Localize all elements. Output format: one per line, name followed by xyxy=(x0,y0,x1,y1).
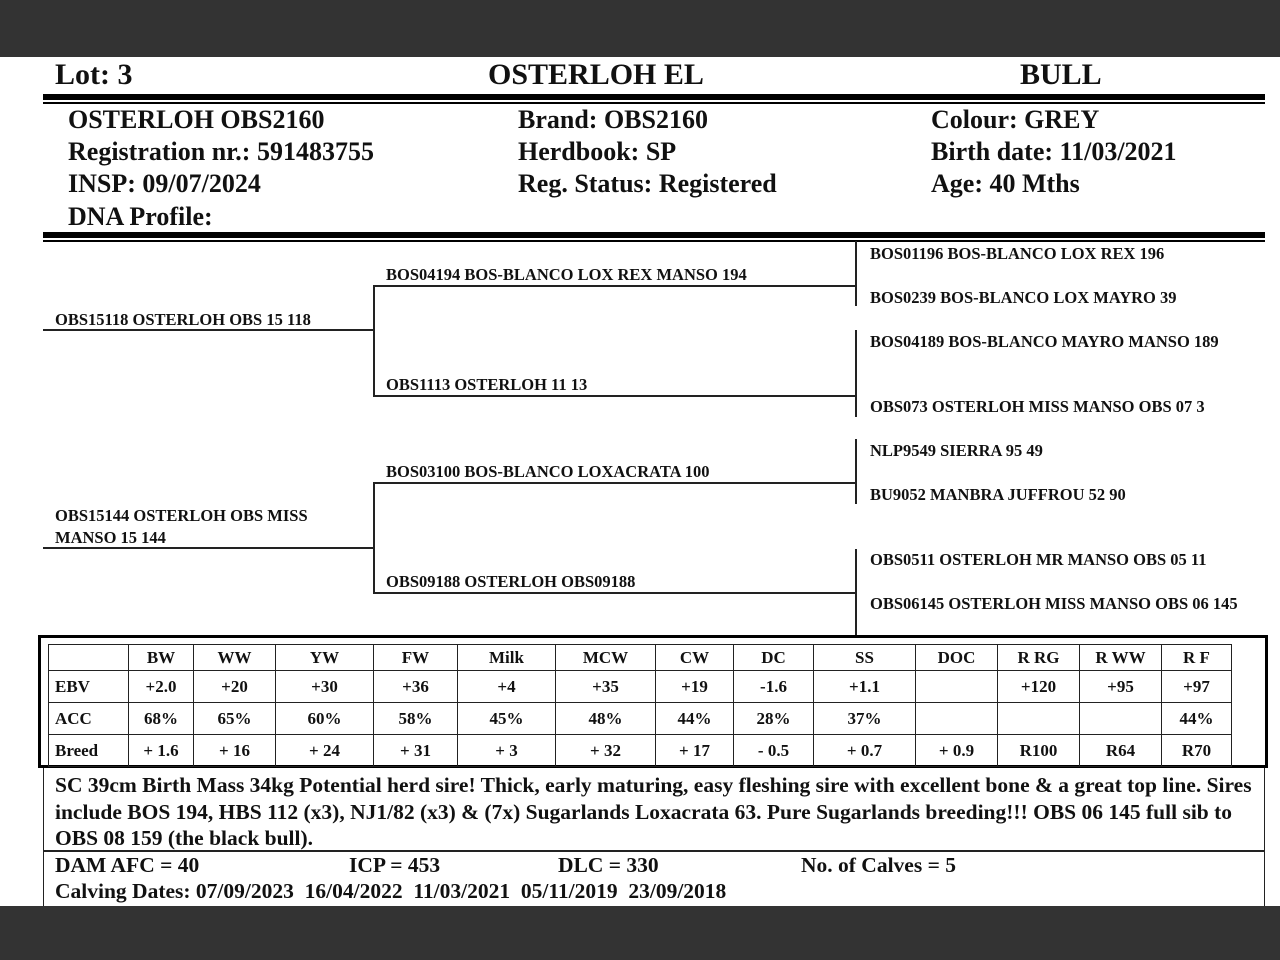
ebv-cell: R70 xyxy=(1162,735,1232,767)
ebv-col-header: CW xyxy=(656,645,734,671)
ebv-cell: +1.1 xyxy=(814,671,916,703)
age: Age: 40 Mths xyxy=(931,169,1080,198)
ebv-cell: +19 xyxy=(656,671,734,703)
ebv-table xyxy=(48,644,1232,767)
header-divider-thin xyxy=(43,102,1265,104)
dam-stats-box xyxy=(43,851,1265,906)
ebv-cell: R100 xyxy=(998,735,1080,767)
pedigree-gg-3: BOS04189 BOS-BLANCO MAYRO MANSO 189 xyxy=(870,332,1219,351)
pedigree-dam-dam: OBS09188 OSTERLOH OBS09188 xyxy=(386,572,636,591)
pedigree-gg-5: NLP9549 SIERRA 95 49 xyxy=(870,441,1043,460)
ebv-col-header: Milk xyxy=(458,645,556,671)
dam-icp: ICP = 453 xyxy=(349,853,441,877)
ebv-cell: 60% xyxy=(276,703,374,735)
animal-name: OSTERLOH OBS2160 xyxy=(68,105,325,134)
ebv-cell: 58% xyxy=(374,703,458,735)
pedigree-sire-sire: BOS04194 BOS-BLANCO LOX REX MANSO 194 xyxy=(386,265,747,284)
ebv-cell: -1.6 xyxy=(734,671,814,703)
ebv-cell xyxy=(1080,703,1162,735)
ebv-cell: + 32 xyxy=(556,735,656,767)
pedigree-dam: OBS15144 OSTERLOH OBS MISS MANSO 15 144 xyxy=(55,506,308,547)
ebv-row-label: EBV xyxy=(49,671,129,703)
insp-date: INSP: 09/07/2024 xyxy=(68,169,261,198)
registration-number: Registration nr.: 591483755 xyxy=(68,137,374,166)
ebv-col-header: SS xyxy=(814,645,916,671)
ebv-col-header: WW xyxy=(194,645,276,671)
herdbook: Herdbook: SP xyxy=(518,137,677,166)
dam-dlc: DLC = 330 xyxy=(558,853,659,877)
pedigree-gg-4: OBS073 OSTERLOH MISS MANSO OBS 07 3 xyxy=(870,397,1205,416)
ebv-cell: +4 xyxy=(458,671,556,703)
calving-dates: Calving Dates: 07/09/2023 16/04/2022 11/03/2021 05/11/2019 23/09/2018 xyxy=(55,879,727,903)
brand: Brand: OBS2160 xyxy=(518,105,708,134)
ebv-cell: 45% xyxy=(458,703,556,735)
catalogue-page xyxy=(0,57,1280,906)
ebv-cell: + 24 xyxy=(276,735,374,767)
breed-row xyxy=(49,735,1232,767)
ebv-row xyxy=(49,671,1232,703)
animal-sex: BULL xyxy=(1020,58,1102,91)
ped-line xyxy=(855,549,857,636)
ebv-cell: 28% xyxy=(734,703,814,735)
ped-line xyxy=(855,330,857,417)
comments-box xyxy=(43,768,1265,851)
info-divider xyxy=(43,232,1265,238)
dna-profile: DNA Profile: xyxy=(68,202,213,231)
ped-line xyxy=(855,439,857,504)
ebv-corner xyxy=(49,645,129,671)
pedigree-sire-dam: OBS1113 OSTERLOH 11 13 xyxy=(386,375,588,394)
ebv-col-header: DOC xyxy=(916,645,998,671)
ebv-cell: 65% xyxy=(194,703,276,735)
ped-line xyxy=(43,329,373,331)
birth-date: Birth date: 11/03/2021 xyxy=(931,137,1177,166)
pedigree-gg-7: OBS0511 OSTERLOH MR MANSO OBS 05 11 xyxy=(870,550,1207,569)
comments-text: SC 39cm Birth Mass 34kg Potential herd sire! Thick, early maturing, easy fleshing sire with excellent bone & a great top line. Sires include BOS 194, HBS 112 (x3), NJ1/82 (x3) & (7x) Sugarlands Loxacrata 63. Pure Sugarlands breeding!!! OBS 06 145 full sib to OBS 08 159 (the black bull). xyxy=(55,773,1252,850)
ebv-header-row xyxy=(49,645,1232,671)
ebv-cell: 37% xyxy=(814,703,916,735)
ebv-cell: +97 xyxy=(1162,671,1232,703)
ebv-row-label: Breed xyxy=(49,735,129,767)
ebv-cell xyxy=(916,703,998,735)
colour: Colour: GREY xyxy=(931,105,1100,134)
ebv-cell: 48% xyxy=(556,703,656,735)
ped-line xyxy=(43,547,373,549)
ebv-col-header: YW xyxy=(276,645,374,671)
ebv-cell: + 1.6 xyxy=(129,735,194,767)
ebv-cell xyxy=(916,671,998,703)
header-divider xyxy=(43,94,1265,100)
ebv-cell: - 0.5 xyxy=(734,735,814,767)
ebv-table-frame xyxy=(38,635,1268,768)
ebv-col-header: BW xyxy=(129,645,194,671)
reg-status: Reg. Status: Registered xyxy=(518,169,777,198)
ebv-col-header: MCW xyxy=(556,645,656,671)
ebv-cell: +30 xyxy=(276,671,374,703)
ebv-cell: +120 xyxy=(998,671,1080,703)
ebv-cell: + 31 xyxy=(374,735,458,767)
ebv-cell: + 0.9 xyxy=(916,735,998,767)
ebv-cell xyxy=(998,703,1080,735)
acc-row xyxy=(49,703,1232,735)
ebv-cell: +2.0 xyxy=(129,671,194,703)
ebv-cell: +20 xyxy=(194,671,276,703)
ebv-row-label: ACC xyxy=(49,703,129,735)
pedigree-dam-sire: BOS03100 BOS-BLANCO LOXACRATA 100 xyxy=(386,462,710,481)
ebv-col-header: R RG xyxy=(998,645,1080,671)
ebv-cell: +36 xyxy=(374,671,458,703)
ebv-cell: 68% xyxy=(129,703,194,735)
ebv-cell: + 16 xyxy=(194,735,276,767)
dam-afc: DAM AFC = 40 xyxy=(55,853,200,877)
ped-line xyxy=(373,482,375,592)
ebv-cell: + 3 xyxy=(458,735,556,767)
ped-line xyxy=(855,241,857,306)
dam-calves: No. of Calves = 5 xyxy=(801,853,956,877)
pedigree-gg-1: BOS01196 BOS-BLANCO LOX REX 196 xyxy=(870,244,1165,263)
ebv-cell: +95 xyxy=(1080,671,1162,703)
ebv-col-header: R F xyxy=(1162,645,1232,671)
lot-number: Lot: 3 xyxy=(55,58,133,91)
ebv-col-header: FW xyxy=(374,645,458,671)
ebv-cell: + 17 xyxy=(656,735,734,767)
ebv-cell: 44% xyxy=(1162,703,1232,735)
ebv-cell: 44% xyxy=(656,703,734,735)
ebv-col-header: R WW xyxy=(1080,645,1162,671)
pedigree-gg-8: OBS06145 OSTERLOH MISS MANSO OBS 06 145 xyxy=(870,594,1238,613)
ped-line xyxy=(373,285,375,395)
ebv-cell: R64 xyxy=(1080,735,1162,767)
pedigree-gg-2: BOS0239 BOS-BLANCO LOX MAYRO 39 xyxy=(870,288,1177,307)
ebv-cell: + 0.7 xyxy=(814,735,916,767)
pedigree-gg-6: BU9052 MANBRA JUFFROU 52 90 xyxy=(870,485,1126,504)
pedigree-sire: OBS15118 OSTERLOH OBS 15 118 xyxy=(55,310,311,329)
ebv-col-header: DC xyxy=(734,645,814,671)
ebv-cell: +35 xyxy=(556,671,656,703)
info-divider-thin xyxy=(43,240,1265,242)
herd-name: OSTERLOH EL xyxy=(488,58,704,91)
